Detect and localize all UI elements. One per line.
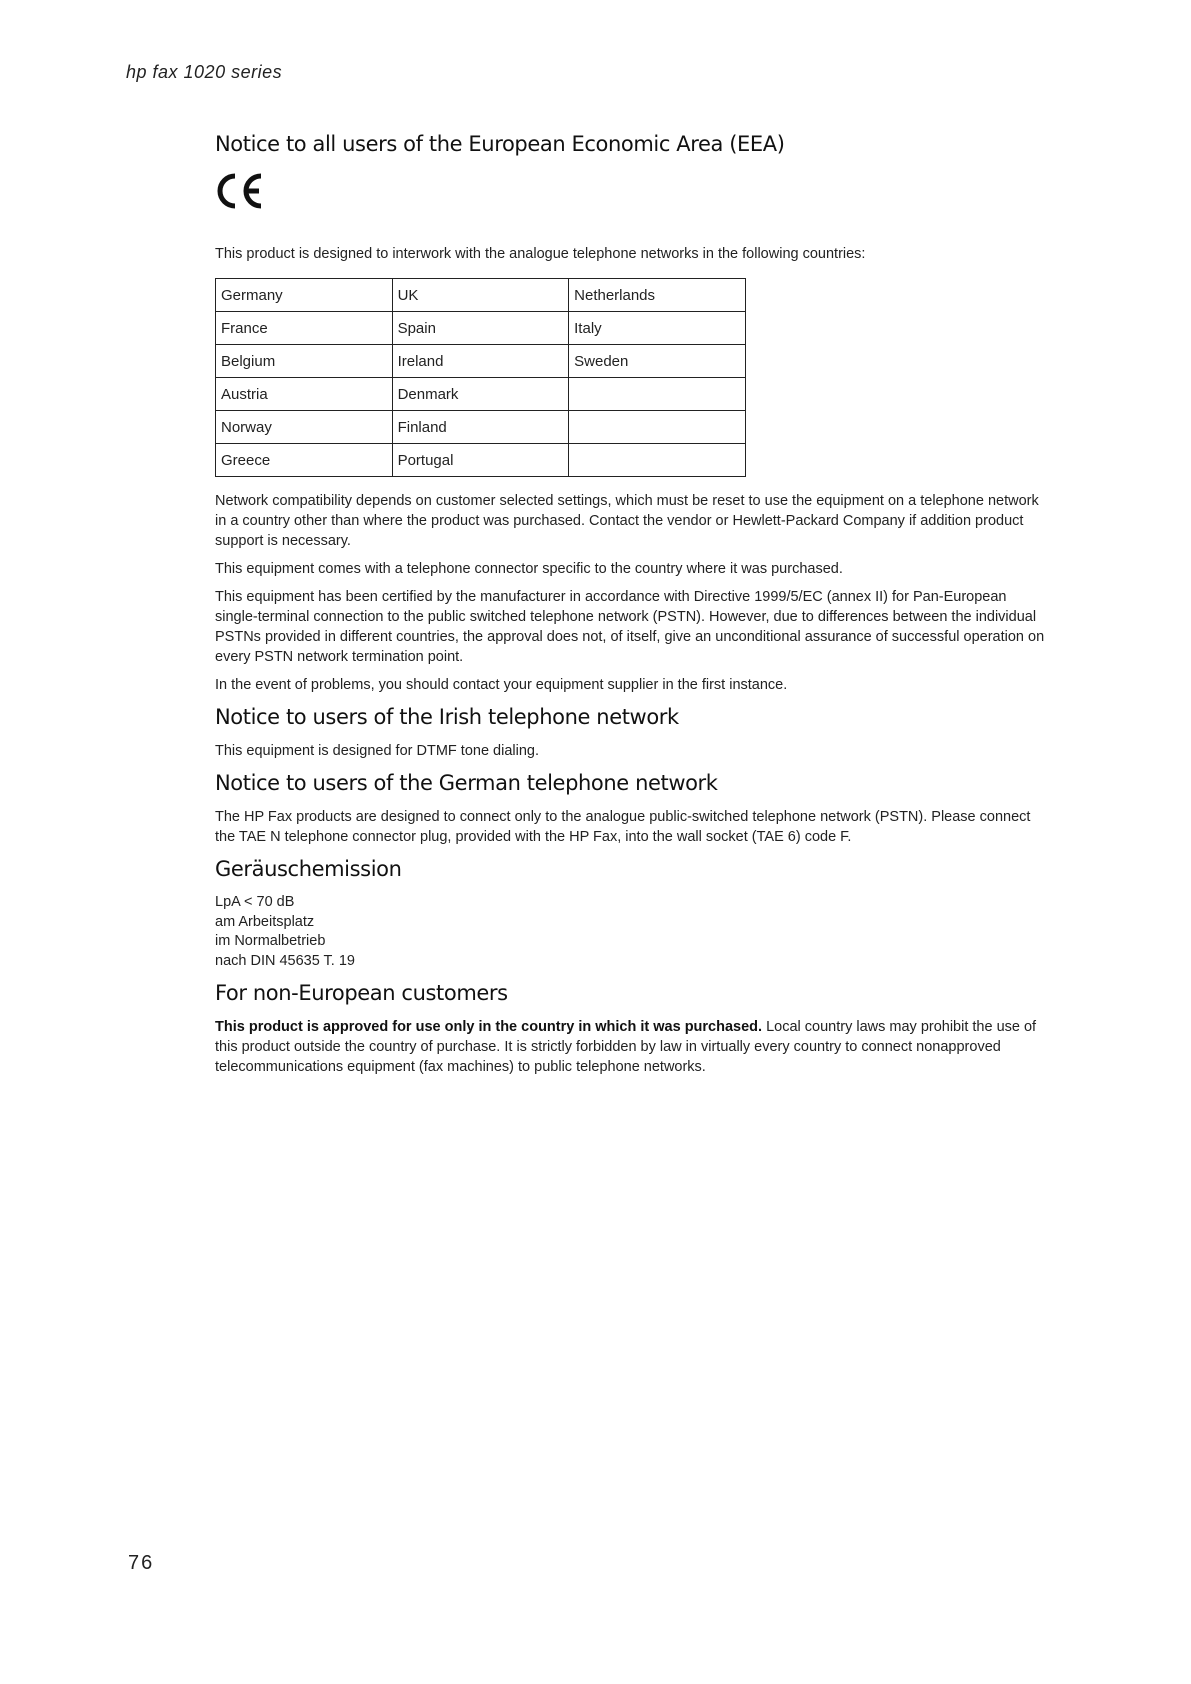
non-european-body: Local country laws may prohibit the use of this product outside the country of purchase. It is strictly forbidden by law in virtually every country to connect nonapproved telecommunications equipment (fax machines) to public telephone networks. <box>215 1019 1037 1075</box>
table-cell: Norway <box>216 411 393 444</box>
table-cell: Germany <box>216 279 393 312</box>
table-cell: UK <box>392 279 569 312</box>
table-row <box>216 345 746 378</box>
noise-line: im Normalbetrieb <box>215 933 326 949</box>
eea-intro: This product is designed to interwork with the analogue telephone networks in the following countries: <box>215 246 866 262</box>
table-cell: Denmark <box>392 378 569 411</box>
running-header: hp fax 1020 series <box>126 62 283 82</box>
table-cell: Ireland <box>392 345 569 378</box>
noise-line: nach DIN 45635 T. 19 <box>215 952 355 969</box>
noise-line: LpA < 70 dB <box>215 894 295 910</box>
page-content <box>215 132 1053 1085</box>
table-cell: Austria <box>216 378 393 411</box>
table-cell: Portugal <box>392 444 569 477</box>
table-row <box>216 444 746 477</box>
table-cell: Greece <box>216 444 393 477</box>
irish-text: This equipment is designed for DTMF tone dialing. <box>215 743 539 759</box>
table-row <box>216 411 746 444</box>
non-european-lead: This product is approved for use only in the country in which it was purchased. <box>215 1019 763 1035</box>
table-cell: Italy <box>569 312 746 345</box>
network-compatibility-text: Network compatibility depends on customer selected settings, which must be reset to use the equipment on a telephone network in a country other than where the product was purchased. Contact the vendor or Hewlett-Packard Company if addition product support is necessary. <box>215 493 1039 549</box>
non-european-heading: For non-European customers <box>215 981 508 1005</box>
countries-table <box>215 278 746 477</box>
table-cell: Finland <box>392 411 569 444</box>
table-cell: Netherlands <box>569 279 746 312</box>
table-cell: Belgium <box>216 345 393 378</box>
noise-heading: Geräuschemission <box>215 857 402 881</box>
german-heading: Notice to users of the German telephone network <box>215 771 718 795</box>
table-cell: Sweden <box>569 345 746 378</box>
page-number: 76 <box>128 1552 155 1574</box>
table-cell <box>569 411 746 444</box>
irish-heading: Notice to users of the Irish telephone network <box>215 705 679 729</box>
non-european-text <box>215 1017 1053 1077</box>
table-cell <box>569 444 746 477</box>
connector-text: This equipment comes with a telephone connector specific to the country where it was purchased. <box>215 561 843 577</box>
noise-line: am Arbeitsplatz <box>215 913 315 930</box>
german-text: The HP Fax products are designed to connect only to the analogue public-switched telephone network (PSTN). Please connect the TAE N telephone connector plug, provided with the HP Fax, into the wall socket (TAE 6) code F. <box>215 809 1031 845</box>
ce-mark-icon <box>215 172 265 210</box>
certification-text: This equipment has been certified by the manufacturer in accordance with Directive 1999/5/EC (annex II) for Pan-European single-terminal connection to the public switched telephone network (PSTN). However, due to differences between the individual PSTNs provided in different countries, the approval does not, of itself, give an unconditional assurance of successful operation on every PSTN network termination point. <box>215 589 1045 665</box>
problems-text: In the event of problems, you should contact your equipment supplier in the first instance. <box>215 677 788 693</box>
table-row <box>216 312 746 345</box>
noise-specs <box>215 893 1053 971</box>
table-cell: France <box>216 312 393 345</box>
table-cell: Spain <box>392 312 569 345</box>
eea-heading: Notice to all users of the European Economic Area (EEA) <box>215 132 785 156</box>
table-cell <box>569 378 746 411</box>
table-row <box>216 378 746 411</box>
table-row <box>216 279 746 312</box>
